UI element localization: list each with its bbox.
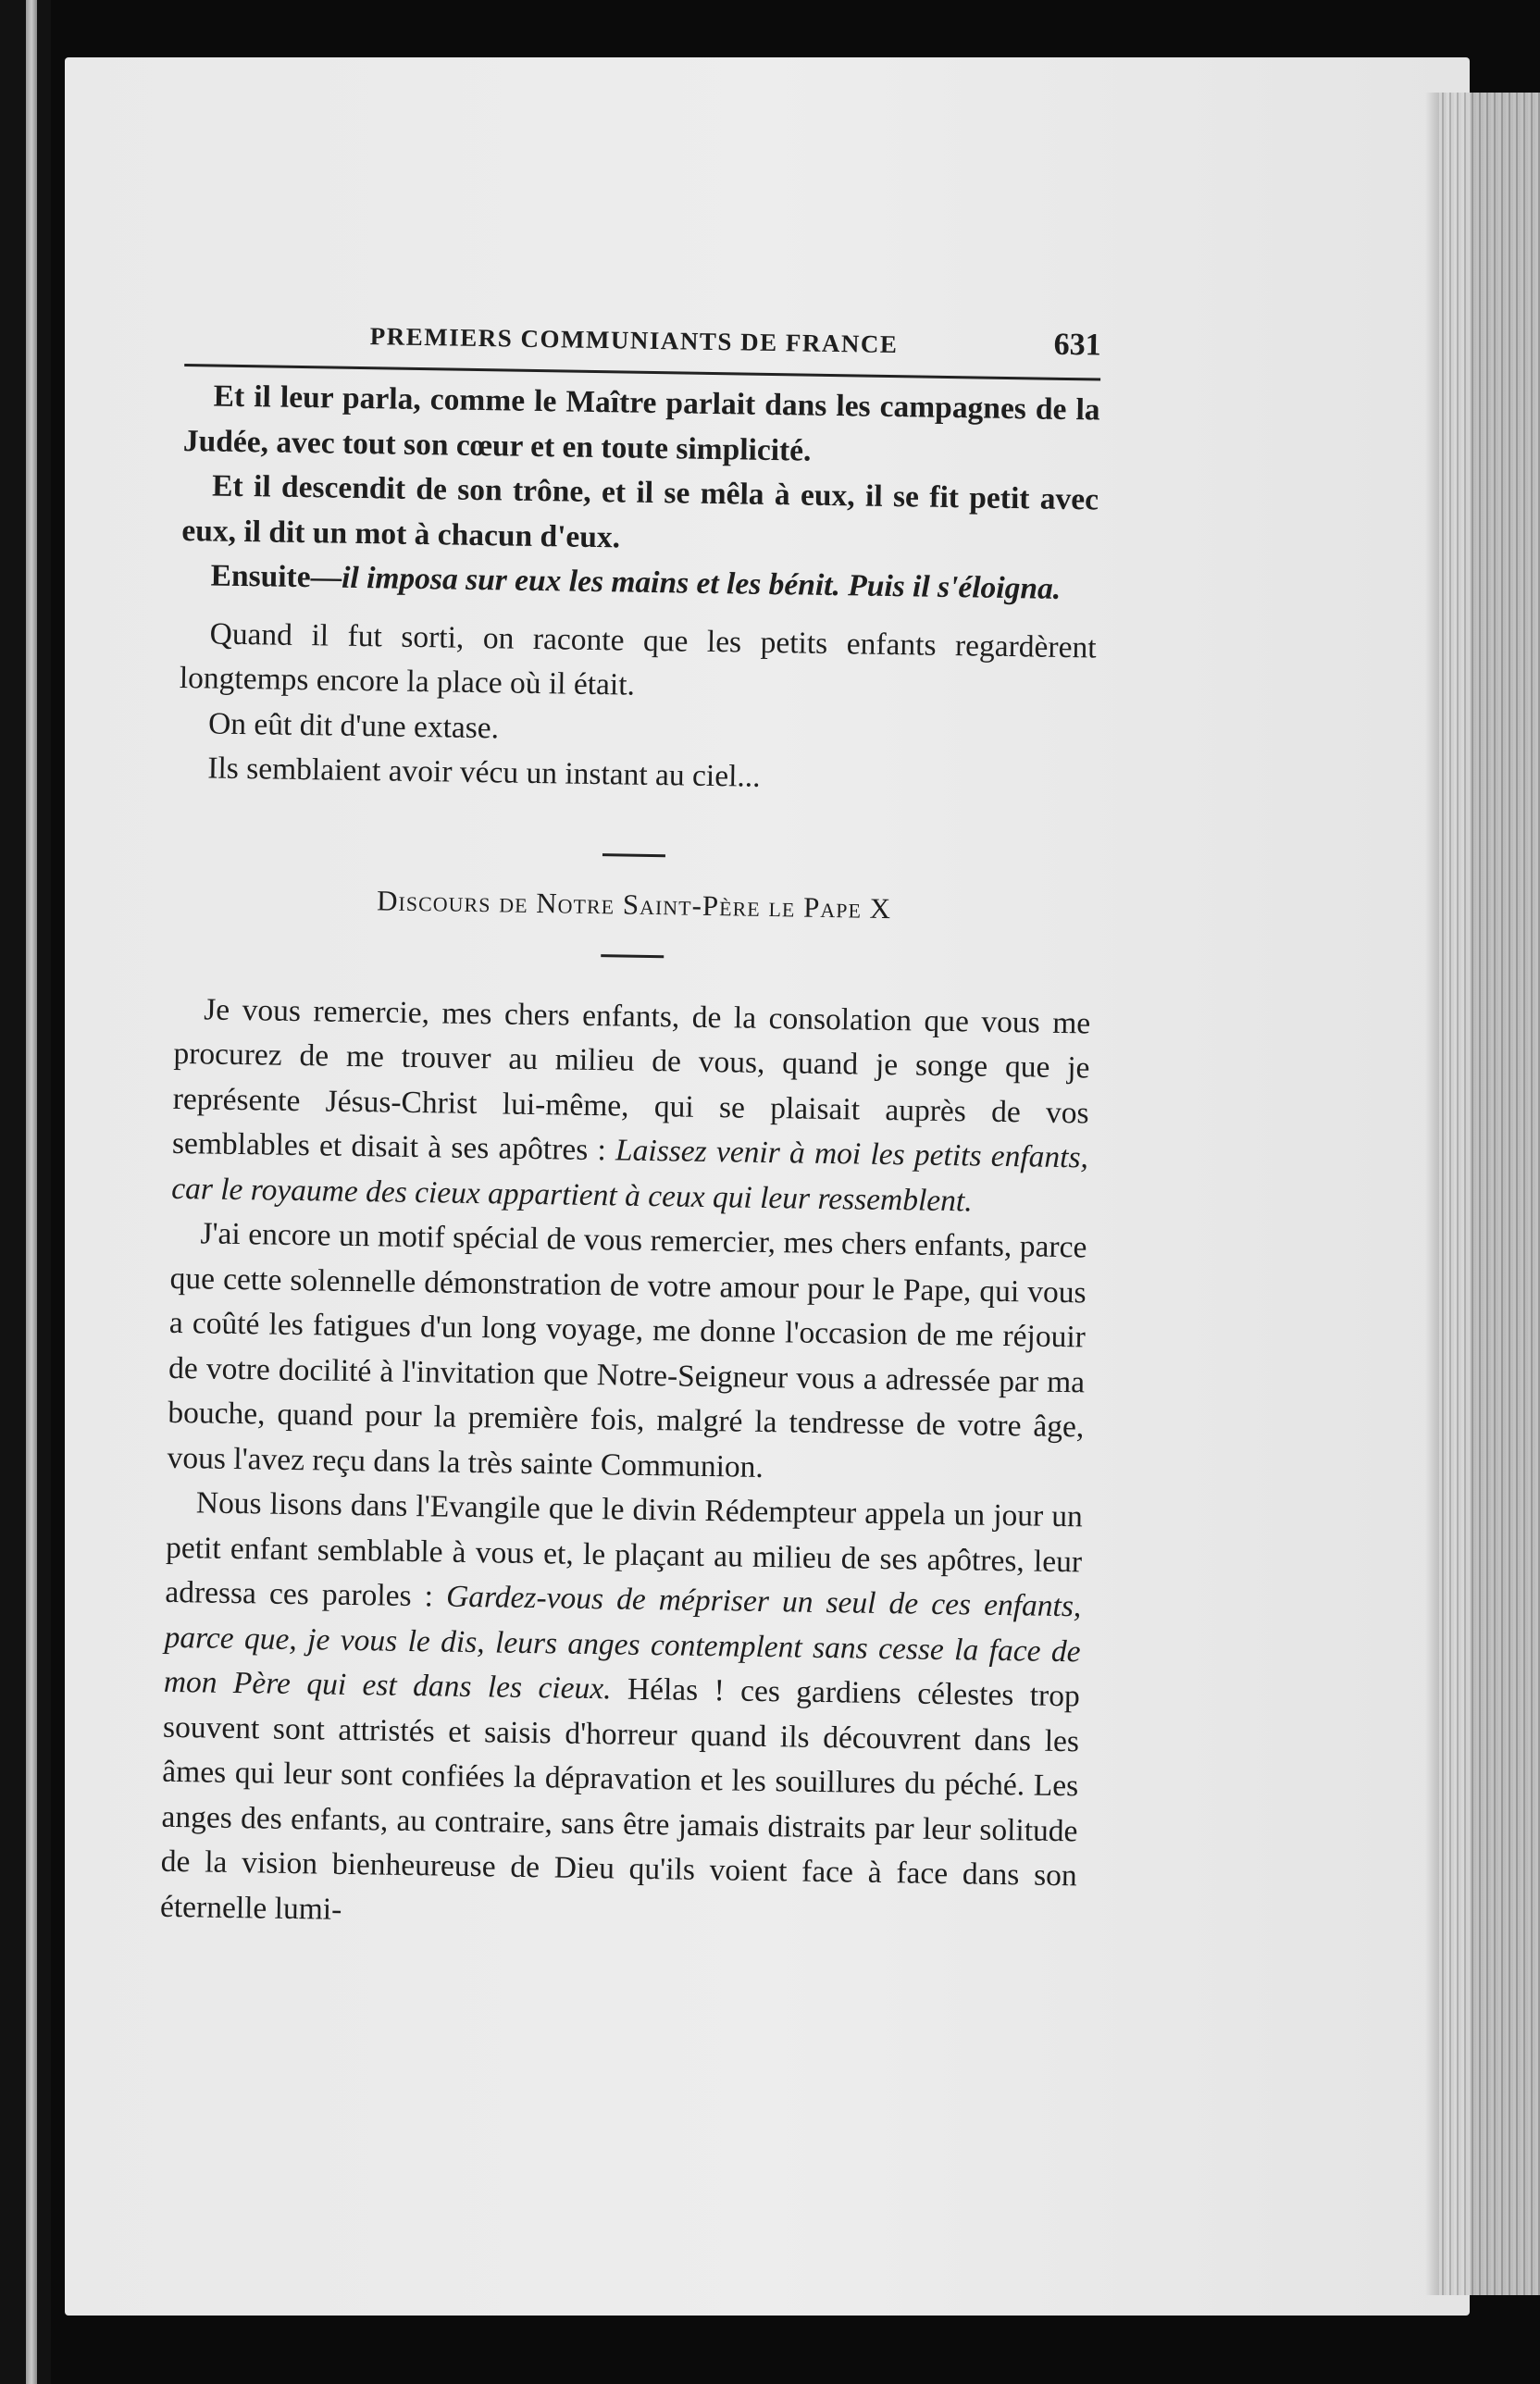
paragraph: Et il descendit de son trône, et il se mêla à eux, il se fit petit avec eux, il dit un mot à chacun d'eux. — [181, 468, 1099, 554]
previous-page-edge — [26, 0, 37, 2384]
running-head: PREMIERS COMMUNIANTS DE FRANCE — [369, 322, 899, 359]
closing-section — [178, 611, 1097, 805]
italic-text: il imposa sur eux les mains et les bénit. Puis il s'éloigna. — [341, 560, 1062, 606]
paragraph: J'ai encore un motif spécial de vous remercier, mes chers enfants, parce que cette solennelle démonstration de votre amour pour le Pape, qui vous a coûté les fatigues d'un long voyage, me donne l'occasion de me réjouir de votre docilité à l'invitation que Notre-Seigneur vous a adressée par ma bouche, quand pour la première fois, malgré la tendresse de votre âge, vous l'avez reçu dans la très sainte Communion. — [167, 1216, 1087, 1484]
page-number: 631 — [1053, 327, 1101, 363]
paragraph: On eût dit d'une extase. — [207, 705, 500, 745]
page-text — [160, 319, 1101, 1943]
section-title: Discours de Notre Saint-Père le Pape X — [376, 883, 892, 925]
paragraph: Quand il fut sorti, on raconte que les petits enfants regardèrent longtemps encore la place où il était. — [179, 615, 1097, 702]
italic-text: Laissez venir à moi les petits enfants, car le royaume des cieux appartient à ceux qui leur ressemblent. — [170, 1133, 1089, 1218]
paragraph: Nous lisons dans l'Evangile que le divin Rédempteur appela un jour un petit enfant semblable à vous et, le plaçant au milieu de ses apôtres, leur adressa ces paroles : Gardez-vous de mépriser un seul de ces enfants, parce que, je vous le dis, leurs anges contemplent sans cesse la face de mon Père qui est dans les cieux. Hélas ! ces gardiens célestes trop souvent sont attristés et saisis d'horreur quand ils découvrent dans les âmes qui leur sont confiées la dépravation et les souillures du péché. Les anges des enfants, au contraire, sans être jamais distraits par leur solitude de la vision bienheureuse de Dieu qu'ils voient face à face dans son éternelle lumi- — [159, 1485, 1084, 1927]
intro-section — [180, 374, 1100, 613]
page-stack-edges — [1439, 93, 1540, 2295]
paragraph: Je vous remercie, mes chers enfants, de la consolation que vous me procurez de me trouver au milieu de vous, quand je songe que je représente Jésus-Christ lui-même, qui se plaisait auprès de vos semblables et disait à ses apôtres : Laissez venir à moi les petits enfants, car le royaume des cieux appartient à ceux qui leur ressemblent. — [170, 991, 1091, 1218]
discourse-body — [160, 987, 1091, 1943]
paragraph: Ils semblaient avoir vécu un instant au ciel... — [207, 751, 761, 794]
section-divider-bottom — [601, 954, 664, 958]
paragraph: Et il leur parla, comme le Maître parlait dans les campagnes de la Judée, avec tout son cœur et en toute simplicité. — [182, 379, 1100, 468]
italic-text: Gardez-vous de mépriser un seul de ces enfants, parce que, je vous le dis, leurs anges contemplent sans cesse la face de mon Père qui est dans les cieux. — [163, 1579, 1082, 1707]
section-divider-top — [602, 853, 665, 857]
paragraph: Ensuite—il imposa sur eux les mains et les bénit. Puis il s'éloigna. — [210, 558, 1062, 606]
